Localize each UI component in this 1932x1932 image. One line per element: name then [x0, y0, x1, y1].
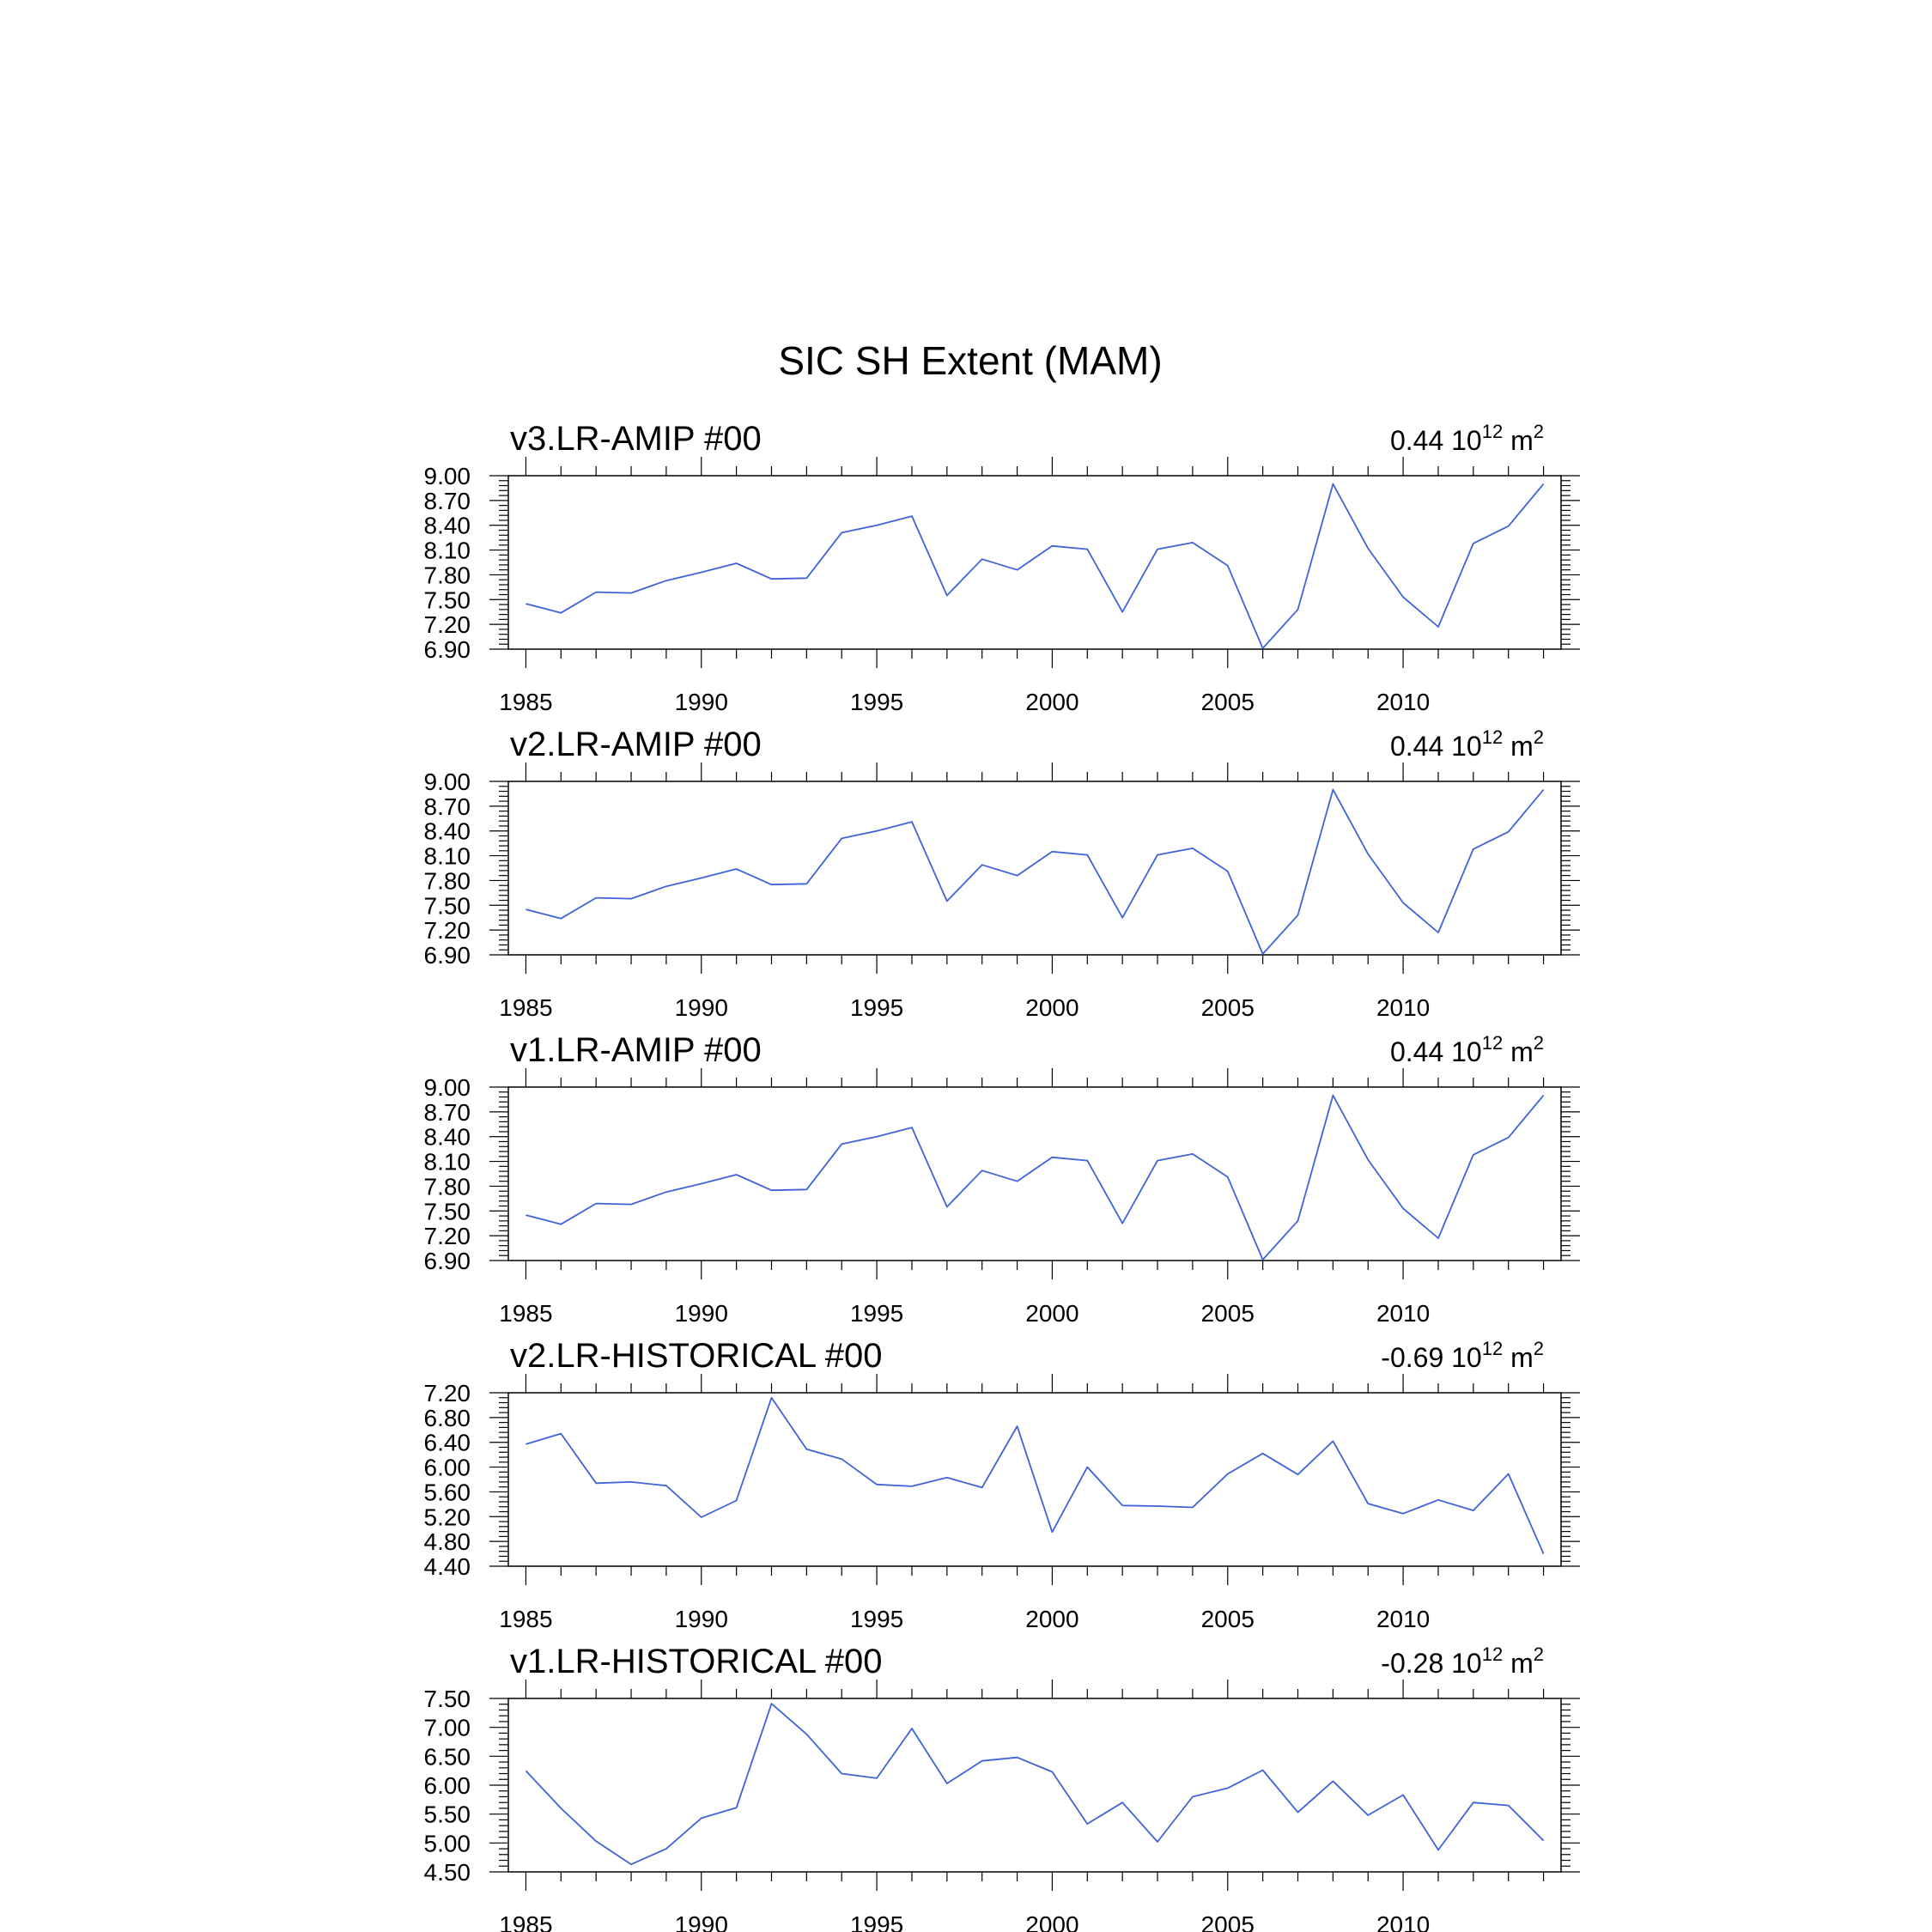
y-tick-label: 4.80	[423, 1528, 471, 1556]
y-tick-label: 7.20	[423, 917, 471, 945]
y-tick-label: 7.20	[423, 1380, 471, 1406]
x-tick-label: 2005	[1200, 689, 1255, 715]
plot-frame	[508, 476, 1561, 649]
panel-stat: -0.28 $10^{12}$ $m^2$	[1381, 1643, 1544, 1679]
x-tick-label: 1990	[674, 1300, 728, 1327]
y-tick-label: 4.50	[423, 1859, 471, 1886]
y-tick-label: 8.40	[423, 817, 471, 845]
panel-stat: 0.44 $10^{12}$ $m^2$	[1389, 726, 1544, 762]
y-tick-label: 6.40	[423, 1429, 471, 1456]
y-tick-label: 7.50	[423, 1198, 471, 1225]
y-tick-label: 7.80	[423, 1173, 471, 1200]
y-tick-label: 9.00	[423, 769, 471, 795]
x-tick-label: 1995	[849, 1300, 904, 1327]
y-tick-label: 7.20	[423, 1223, 471, 1250]
panel-stat: -0.69 $10^{12}$ $m^2$	[1381, 1338, 1544, 1373]
x-tick-label: 1995	[849, 1606, 904, 1632]
y-tick-label: 4.40	[423, 1553, 471, 1580]
x-tick-label: 1990	[674, 994, 728, 1021]
x-tick-label: 2005	[1200, 994, 1255, 1021]
x-tick-label: 2000	[1025, 1911, 1079, 1932]
panel-title: v1.LR-AMIP #00	[510, 1031, 762, 1069]
y-tick-label: 7.00	[423, 1714, 471, 1741]
plot-frame	[508, 1698, 1561, 1872]
x-tick-label: 2010	[1376, 1606, 1431, 1632]
y-tick-label: 6.00	[423, 1772, 471, 1799]
x-tick-label: 1985	[499, 689, 553, 715]
x-tick-label: 2000	[1025, 1606, 1079, 1632]
x-tick-label: 1985	[499, 1606, 553, 1632]
y-tick-label: 7.50	[423, 586, 471, 614]
y-tick-label: 6.90	[423, 636, 471, 663]
series-line	[526, 1096, 1543, 1260]
panel-title: v2.LR-HISTORICAL #00	[510, 1337, 883, 1375]
y-tick-label: 7.50	[423, 892, 471, 920]
x-tick-label: 1985	[499, 994, 553, 1021]
y-tick-label: 6.00	[423, 1454, 471, 1481]
series-line	[526, 1398, 1543, 1554]
y-tick-label: 8.70	[423, 793, 471, 820]
panel-5	[424, 1643, 1581, 1932]
y-tick-label: 8.40	[423, 1123, 471, 1151]
x-tick-label: 2000	[1025, 994, 1079, 1021]
x-tick-label: 2005	[1200, 1300, 1255, 1327]
x-tick-label: 1990	[674, 1606, 728, 1632]
x-tick-label: 2010	[1376, 994, 1431, 1021]
x-tick-label: 1995	[849, 994, 904, 1021]
y-tick-label: 7.80	[423, 867, 471, 895]
y-tick-label: 6.80	[423, 1404, 471, 1431]
panel-title: v3.LR-AMIP #00	[510, 420, 762, 458]
panel-1	[424, 420, 1581, 715]
panel-stat: 0.44 $10^{12}$ $m^2$	[1389, 421, 1544, 456]
x-tick-label: 1995	[849, 689, 904, 715]
y-tick-label: 8.70	[423, 1098, 471, 1126]
y-tick-label: 8.10	[423, 537, 471, 564]
y-tick-label: 5.20	[423, 1504, 471, 1531]
y-tick-label: 6.90	[423, 1248, 471, 1274]
y-tick-label: 6.50	[423, 1743, 471, 1771]
panel-2	[424, 726, 1581, 1021]
x-tick-label: 2005	[1200, 1606, 1255, 1632]
x-tick-label: 1995	[849, 1911, 904, 1932]
panel-3	[424, 1031, 1581, 1327]
panel-title: v2.LR-AMIP #00	[510, 726, 762, 763]
y-tick-label: 5.60	[423, 1479, 471, 1506]
y-tick-label: 5.00	[423, 1830, 471, 1857]
y-tick-label: 7.50	[423, 1686, 471, 1712]
y-tick-label: 7.80	[423, 562, 471, 589]
y-tick-label: 7.20	[423, 611, 471, 639]
x-tick-label: 1985	[499, 1911, 553, 1932]
y-tick-label: 8.10	[423, 1148, 471, 1176]
x-tick-label: 2000	[1025, 689, 1079, 715]
y-tick-label: 9.00	[423, 1074, 471, 1101]
x-tick-label: 2000	[1025, 1300, 1079, 1327]
panel-title: v1.LR-HISTORICAL #00	[510, 1643, 883, 1680]
panel-stat: 0.44 $10^{12}$ $m^2$	[1389, 1032, 1544, 1067]
x-tick-label: 2010	[1376, 1911, 1431, 1932]
y-tick-label: 5.50	[423, 1801, 471, 1828]
panel-group	[424, 420, 1581, 1932]
x-tick-label: 1990	[674, 689, 728, 715]
x-tick-label: 2010	[1376, 689, 1431, 715]
y-tick-label: 8.40	[423, 512, 471, 539]
panel-4	[424, 1337, 1581, 1632]
x-tick-label: 2010	[1376, 1300, 1431, 1327]
x-tick-label: 2005	[1200, 1911, 1255, 1932]
x-tick-label: 1990	[674, 1911, 728, 1932]
series-line	[526, 790, 1543, 954]
y-tick-label: 8.10	[423, 842, 471, 870]
figure-title: SIC SH Extent (MAM)	[778, 338, 1163, 383]
plot-frame	[508, 781, 1561, 955]
y-tick-label: 9.00	[423, 463, 471, 489]
plot-frame	[508, 1087, 1561, 1261]
y-tick-label: 8.70	[423, 487, 471, 514]
series-line	[526, 484, 1543, 648]
series-line	[526, 1704, 1543, 1864]
x-tick-label: 1985	[499, 1300, 553, 1327]
y-tick-label: 6.90	[423, 942, 471, 969]
